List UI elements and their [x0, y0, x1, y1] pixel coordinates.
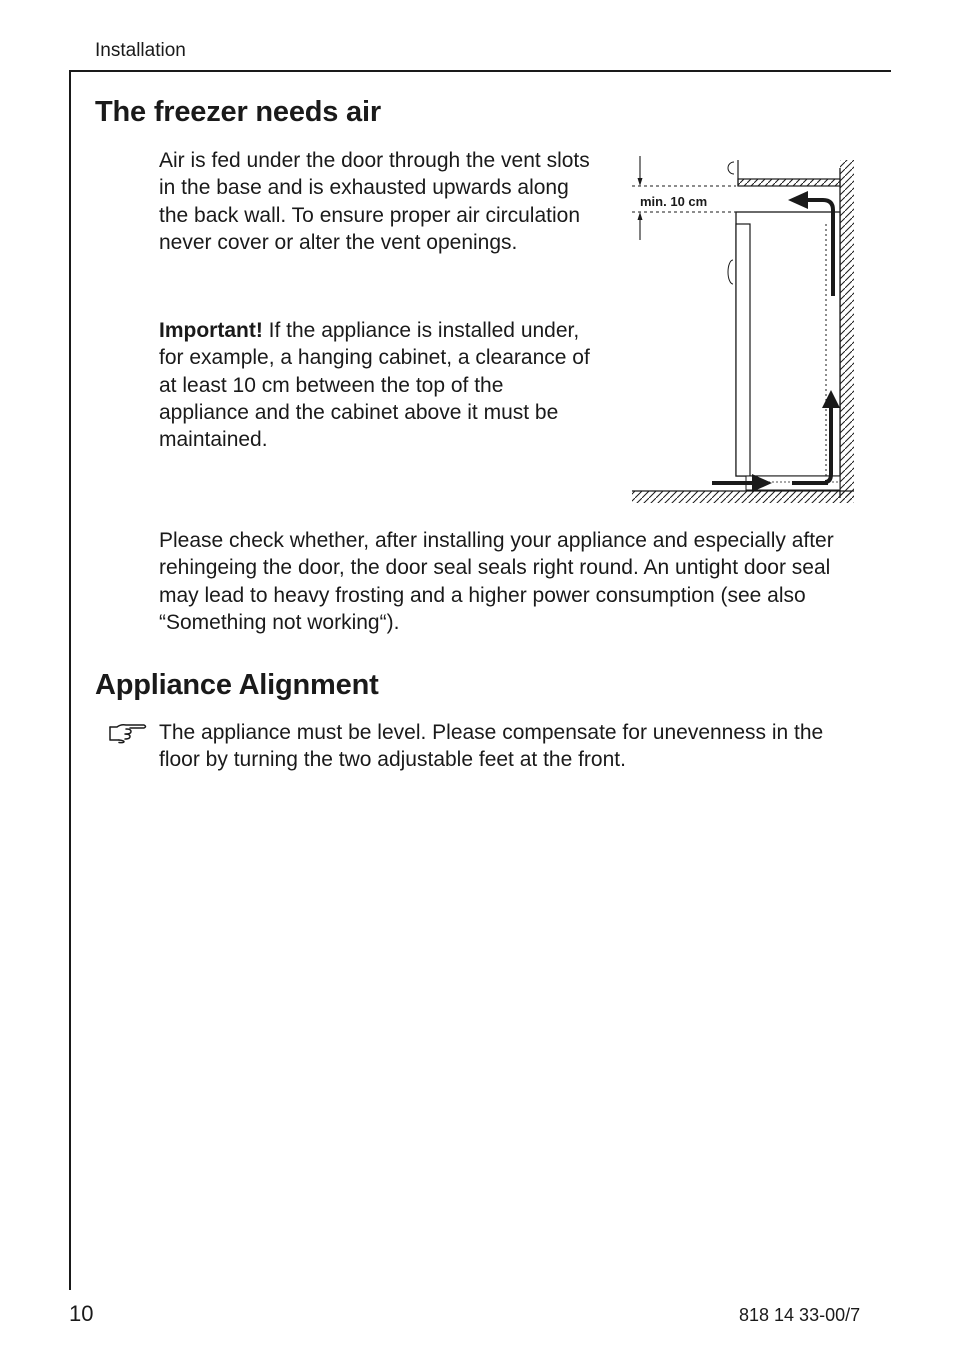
airflow-paragraph: Air is fed under the door through the vent slots in the base and is exhausted upwards along the back wall. To ensure proper air circulation never cover or alter the vent openings.: [159, 149, 590, 254]
hanging-cabinet: [738, 179, 840, 186]
back-wall: [840, 160, 854, 500]
alignment-heading: Appliance Alignment: [95, 669, 379, 701]
section-label: Installation: [95, 40, 186, 61]
header-rule: [69, 70, 891, 72]
appliance-body: [736, 212, 840, 476]
margin-rule: [69, 70, 71, 1290]
arrow-head-exhaust: [788, 191, 808, 209]
document-code: 818 14 33-00/7: [739, 1305, 861, 1325]
door-seal-paragraph: Please check whether, after installing your appliance and especially after rehingeing the door, the door seal seals right round. An untight door seal may lead to heavy frosting and a higher power consumption (see also “Something not working“).: [159, 529, 834, 634]
clearance-label: min. 10 cm: [640, 194, 708, 209]
important-text: If the appliance is installed under, for example, a hanging cabinet, a clearance of at least 10 cm between the top of the appliance and the cabinet above it must be maintained.: [159, 319, 590, 452]
appliance-door: [736, 224, 750, 476]
important-paragraph: [159, 317, 591, 453]
alignment-note: The appliance must be level. Please compensate for unevenness in the floor by turning the two adjustable feet at the front.: [159, 721, 824, 772]
cabinet-handle: [728, 162, 734, 174]
pointing-hand-icon: [108, 720, 148, 744]
floor: [632, 491, 854, 503]
freezer-heading: The freezer needs air: [95, 96, 381, 128]
airflow-diagram: [628, 148, 860, 514]
page-number: 10: [69, 1301, 94, 1326]
door-handle: [728, 260, 733, 284]
important-label: Important!: [159, 319, 263, 342]
